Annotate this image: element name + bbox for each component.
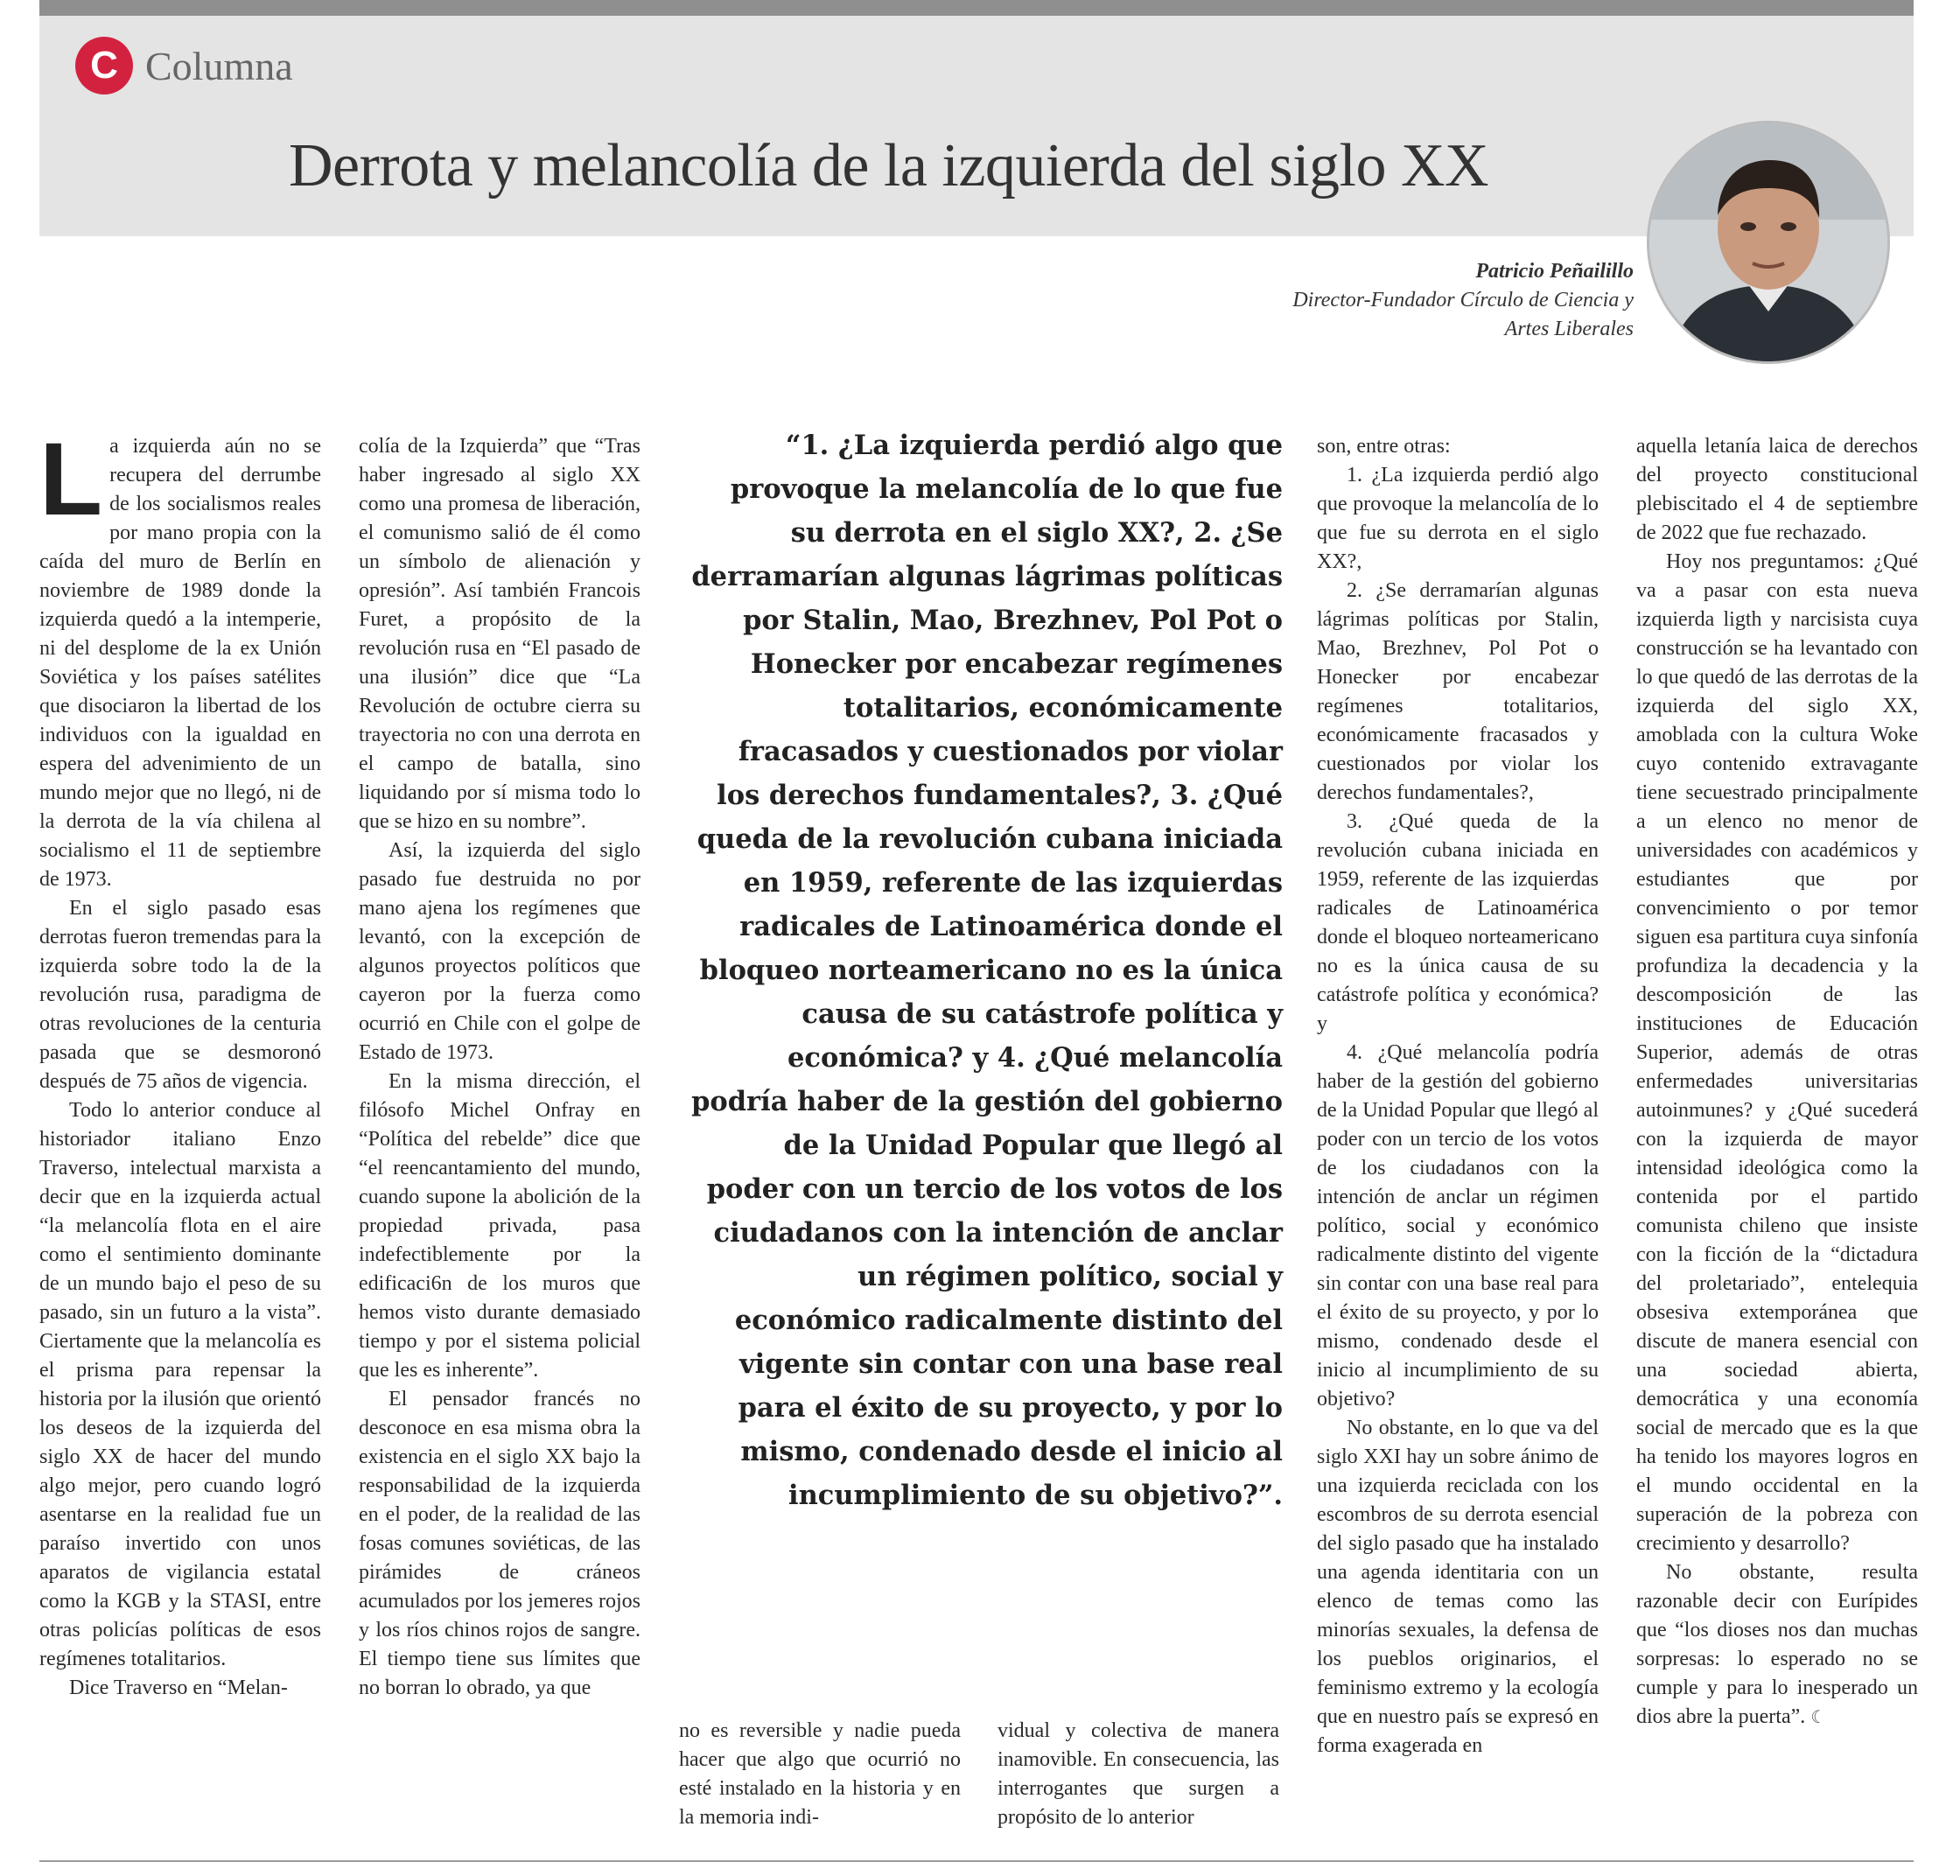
paragraph: 4. ¿Qué melancolía podría haber de la gestión del gobierno de la Unidad Popular que llegó al poder con un tercio de los votos de los ciudadanos con la intención de anclar un régimen político, social y económico radicalmente distinto del vigente sin contar con una base real para el éxito de su proyecto, y por lo mismo, condenado desde el inicio al incumplimiento de su objetivo? [1317, 1041, 1599, 1410]
section-label [75, 37, 293, 94]
paragraph: son, entre otras: [1317, 435, 1451, 458]
paragraph: El pensador francés no desconoce en esa misma obra la existencia en el siglo XX bajo la responsabilidad de la izquierda en el poder, de la realidad de las fosas comunes soviéticas, de las pirámides de cráneos acumulados por los jemeres rojos y los ríos chinos rojos de sangre. El tiempo tiene sus límites que no borran lo obrado, ya que [359, 1388, 640, 1699]
paragraph: 3. ¿Qué queda de la revolución cubana iniciada en 1959, referente de las izquierdas radicales de Latinoamérica donde el bloqueo norteamericano no es la única causa de su catástrofe política y económica? y [1317, 810, 1599, 1035]
paragraph: Dice Traverso en “Melan- [69, 1676, 288, 1699]
byline [1292, 257, 1634, 344]
column-2 [359, 432, 640, 1703]
column-5 [1317, 432, 1599, 1760]
author-role-line2: Artes Liberales [1504, 318, 1634, 340]
pull-quote: “1. ¿La izquierda perdió algo que provoque la melancolía de lo que fue su derrota en el siglo XX?, 2. ¿Se derramarían algunas lágrimas políticas por Stalin, Mao, Brezhnev, Pol Pot o Honecker por encabezar regímenes totalitarios, económicamente fracasados y cuestionados por violar los derechos fundamentales?, 3. ¿Qué queda de la revolución cubana iniciada en 1959, referente de las izquierdas radicales de Latinoamérica donde el bloqueo norteamericano no es la única causa de su catástrofe política y económica? y 4. ¿Qué melancolía podría haber de la gestión del gobierno de la Unidad Popular que llegó al poder con un tercio de los votos de los ciudadanos con la intención de anclar un régimen político, social y económico radicalmente distinto del vigente sin contar con una base real para el éxito de su proyecto, y por lo mismo, condenado desde el inicio al incumplimiento de su objetivo?”. [691, 430, 1283, 1511]
paragraph: Así, la izquierda del siglo pasado fue destruida no por mano ajena los regímenes que levantó, con la excepción de algunos proyectos políticos que cayeron por la fuerza como ocurrió en Chile con el golpe de Estado de 1973. [359, 839, 640, 1064]
paragraph-text: No obstante, resulta razonable decir con Eurípides que “los dioses nos dan muchas sorpresas: lo esperado no se cumple y para lo inesperado un dios abre la puerta”. [1636, 1561, 1918, 1728]
paragraph: aquella letanía laica de derechos del proyecto constitucional plebiscitado el 4 de septiembre de 2022 que fue rechazado. [1636, 435, 1918, 544]
paragraph: En el siglo pasado esas derrotas fueron tremendas para la izquierda sobre todo la de la revolución rusa, paradigma de otras revoluciones de la centuria pasada que se desmoronó después de 75 años de vigencia. [39, 897, 321, 1093]
column-4 [998, 1717, 1279, 1832]
column-3 [679, 1717, 961, 1832]
top-bar [39, 0, 1914, 16]
bottom-rule [39, 1860, 1914, 1862]
section-badge-icon: C [75, 37, 133, 94]
paragraph: Todo lo anterior conduce al historiador italiano Enzo Traverso, intelectual marxista a decir que en la izquierda actual “la melancolía flota en el aire como el sentimiento dominante de un mundo bajo el peso de su pasado, sin un futuro a la vista”. Ciertamente que la melancolía es el prisma para repensar la historia por la ilusión que orientó los deseos de la izquierda del siglo XX de hacer del mundo algo mejor, pero cuando logró asentarse en la realidad fue un paraíso invertido con unos aparatos de vigilancia estatal como la KGB y la STASI, entre otras policías políticas de esos regímenes totalitarios. [39, 1099, 321, 1670]
author-role-line1: Director-Fundador Círculo de Ciencia y [1292, 289, 1634, 312]
paragraph: Hoy nos preguntamos: ¿Qué va a pasar con esta nueva izquierda ligth y narcisista cuya construcción se ha levantado con lo que quedó de las derrotas de la izquierda del siglo XX, amoblada con la cultura Woke cuyo contenido extravagante tiene secuestrado principalmente a un elenco no menor de universidades con académicos y estudiantes que por convencimiento o por temor siguen esa partitura cuya sinfonía profundiza la decadencia y la descomposición de las instituciones de Educación Superior, además de otras enfermedades universitarias autoinmunes? y ¿Qué sucederá con la izquierda de mayor intensidad ideológica como la contenida por el partido comunista chileno que insiste con la ficción de la “dictadura del proletariado”, entelequia obsesiva extemporánea que discute de manera esencial con una sociedad abierta, democrática y una economía social de mercado que es la que ha tenido los mayores logros en el mundo occidental en la superación de la pobreza con crecimiento y desarrollo? [1636, 550, 1918, 1555]
column-6 [1636, 432, 1918, 1732]
paragraph: En la misma dirección, el filósofo Michel Onfray en “Política del rebelde” dice que “el reencantamiento del mundo, cuando supone la abolición de la propiedad privada, pasa indefectiblemente por la edificaci6n de los muros que hemos visto durante demasiado tiempo y por el sistema policial que les es inherente”. [359, 1070, 640, 1382]
author-photo [1647, 121, 1890, 364]
paragraph: No obstante, en lo que va del siglo XXI hay un sobre ánimo de una izquierda reciclada con los escombros de su derrota esencial del siglo pasado que ha instalado una agenda identitaria con un elenco de temas como las minorías sexuales, la defensa de los pueblos originarios, el feminismo extremo y la ecología que en nuestro país se expresó en forma exagerada en [1317, 1417, 1599, 1757]
drop-cap: L [39, 422, 103, 537]
author-portrait-icon [1649, 123, 1887, 361]
end-mark-icon: ☾ [1810, 1708, 1827, 1727]
paragraph-text: a izquierda aún no se recupera del derrumbe de los socialismos reales por mano propia con la caída del muro de Berlín en noviembre de 1989 donde la izquierda quedó a la intemperie, ni del desplome de la ex Unión Soviética y los países satélites que disociaron la libertad de los individuos con la igualdad en espera del advenimiento de un mundo mejor que no llegó, ni de la derrota de la vía chilena al socialismo el 11 de septiembre de 1973. [39, 435, 321, 891]
header-band [39, 16, 1914, 236]
paragraph [1636, 1558, 1918, 1732]
paragraph: vidual y colectiva de manera inamovible. En consecuencia, las interrogantes que surgen a propósito de lo anterior [998, 1719, 1279, 1829]
paragraph: colía de la Izquierda” que “Tras haber ingresado al siglo XX como una promesa de liberación, el comunismo salió de él como un símbolo de alienación y opresión”. Así también Francois Furet, a propósito de la revolución rusa en “El pasado de una ilusión” dice que “La Revolución de octubre cierra su trayectoria no con una derrota en el campo de batalla, sino liquidando por sí misma todo lo que se hizo en su nombre”. [359, 435, 640, 833]
headline: Derrota y melancolía de la izquierda del siglo XX [289, 132, 1489, 200]
paragraph: 2. ¿Se derramarían algunas lágrimas políticas por Stalin, Mao, Brezhnev, Pol Pot o Honecker por encabezar regímenes totalitarios, económicamente fracasados y cuestionados por violar los derechos fundamentales?, [1317, 579, 1599, 804]
section-name: Columna [145, 43, 293, 88]
paragraph [39, 422, 321, 894]
column-1 [39, 422, 321, 1703]
paragraph: no es reversible y nadie pueda hacer que algo que ocurrió no esté instalado en la historia y en la memoria indi- [679, 1719, 961, 1829]
paragraph: 1. ¿La izquierda perdió algo que provoque la melancolía de lo que fue su derrota en el siglo XX?, [1317, 464, 1599, 573]
author-name: Patricio Peñailillo [1475, 260, 1634, 283]
